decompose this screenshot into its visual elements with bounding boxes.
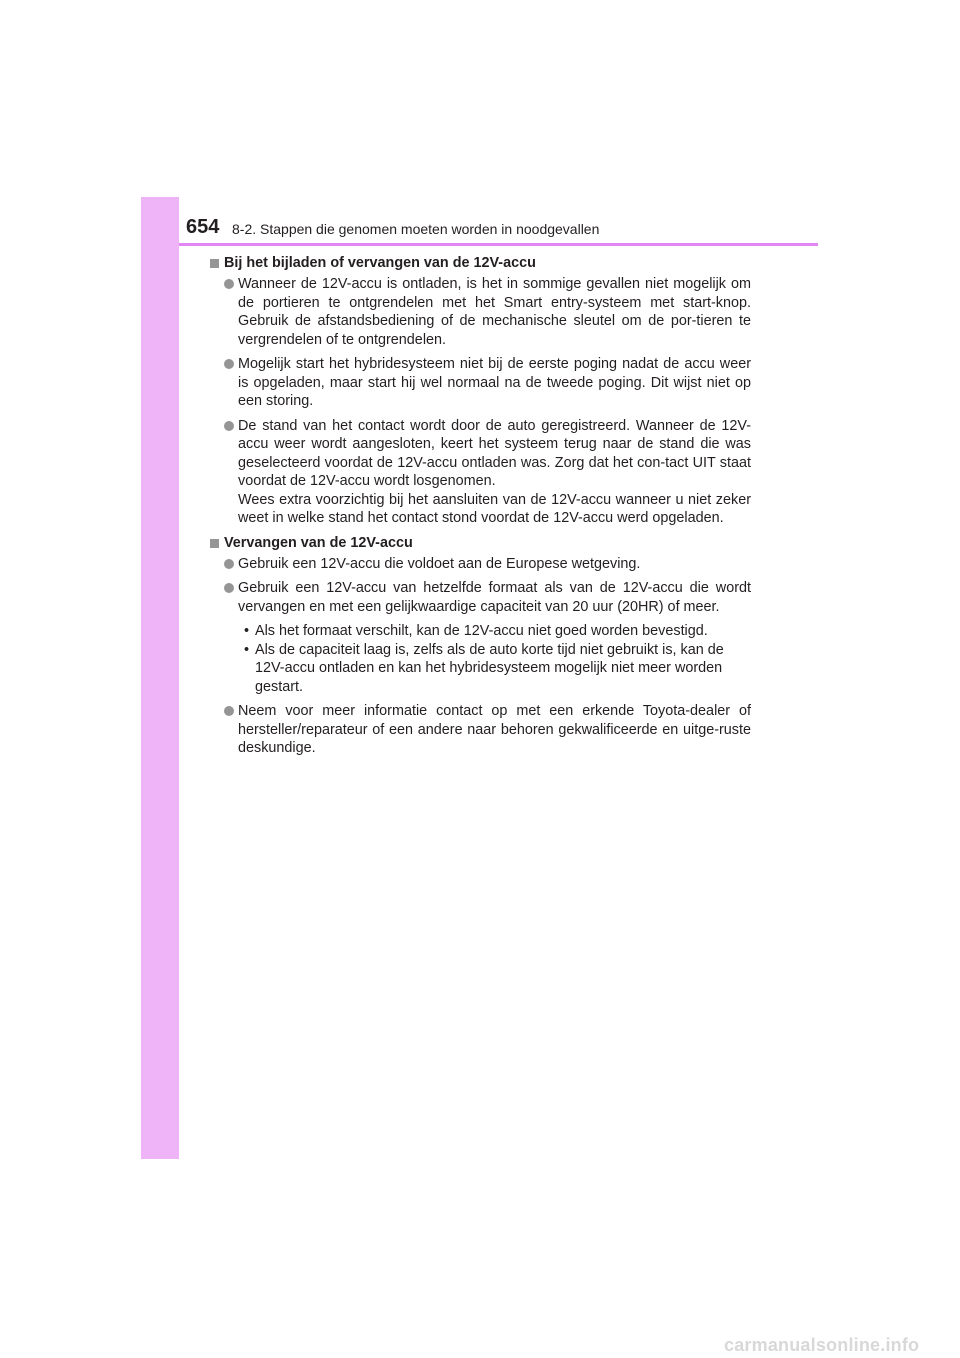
square-bullet-icon [210,259,219,268]
section-battery-replacement [209,534,751,758]
list-item [209,579,751,696]
circle-bullet-icon [224,279,234,289]
page-header-title: 8-2. Stappen die genomen moeten worden in noodgevallen [232,221,600,237]
square-bullet-icon [210,539,219,548]
page-number: 654 [186,216,220,238]
circle-bullet-icon [224,359,234,369]
section-heading [209,534,751,553]
circle-bullet-icon [224,706,234,716]
sub-item-marker: • [244,641,250,658]
sub-list-item [238,622,751,641]
sub-list-item [238,641,751,697]
circle-bullet-icon [224,559,234,569]
sub-list-item-text: Als de capaciteit laag is, zelfs als de auto korte tijd niet gebruikt is, kan de 12V-accu ontladen en kan het hybridesysteem mogelijk niet meer worden gestart. [255,641,724,695]
sub-item-marker: • [244,623,250,639]
list-item-text: Neem voor meer informatie contact op met een erkende Toyota-dealer of hersteller/reparateur of een andere naar behoren gekwalificeerde en uitge-ruste deskundige. [238,703,751,756]
circle-bullet-icon [224,421,234,431]
section-heading-text: Bij het bijladen of vervangen van de 12V-accu [224,255,536,271]
page-content [209,254,751,764]
list-item [209,275,751,349]
sub-list [238,622,751,696]
sub-list-item-text: Als het formaat verschilt, kan de 12V-accu niet goed worden bevestigd. [255,623,708,639]
list-item-text: Wees extra voorzichtig bij het aansluiten van de 12V-accu wanneer u niet zeker weet in welke stand het contact stond voordat de 12V-accu werd opgeladen. [238,491,751,526]
list-item-text: Mogelijk start het hybridesysteem niet bij de eerste poging nadat de accu weer is opgeladen, maar start hij wel normaal na de tweede poging. Dit wijst niet op een storing. [238,356,751,409]
watermark-text: carmanualsonline.info [724,1335,920,1355]
list-item-text: Gebruik een 12V-accu die voldoet aan de Europese wetgeving. [238,555,641,572]
list-item-text: Wanneer de 12V-accu is ontladen, is het in sommige gevallen niet mogelijk om de portieren te ontgrendelen met het Smart entry-systeem met start-knop. Gebruik de afstandsbediening of de mechanische sleutel om de por-tieren te vergrendelen of te ontgrendelen. [238,276,751,348]
section-heading [209,254,751,273]
list-item [209,355,751,411]
list-item-text: De stand van het contact wordt door de auto geregistreerd. Wanneer de 12V-accu weer wordt aangesloten, keert het systeem terug naar de stand die was geselecteerd voordat de 12V-accu ontladen was. Zorg dat het con-tact UIT staat voordat de 12V-accu wordt losgenomen. [238,417,751,489]
circle-bullet-icon [224,583,234,593]
list-item [209,417,751,528]
list-item [209,555,751,574]
section-heading-text: Vervangen van de 12V-accu [224,534,413,551]
chapter-sidebar-tab [141,197,179,1159]
header-divider [179,243,818,246]
list-item-text: Gebruik een 12V-accu van hetzelfde formaat als van de 12V-accu die wordt vervangen en met een gelijkwaardige capaciteit van 20 uur (20HR) of meer. [238,580,751,615]
list-item [209,702,751,758]
section-battery-charging [209,254,751,528]
